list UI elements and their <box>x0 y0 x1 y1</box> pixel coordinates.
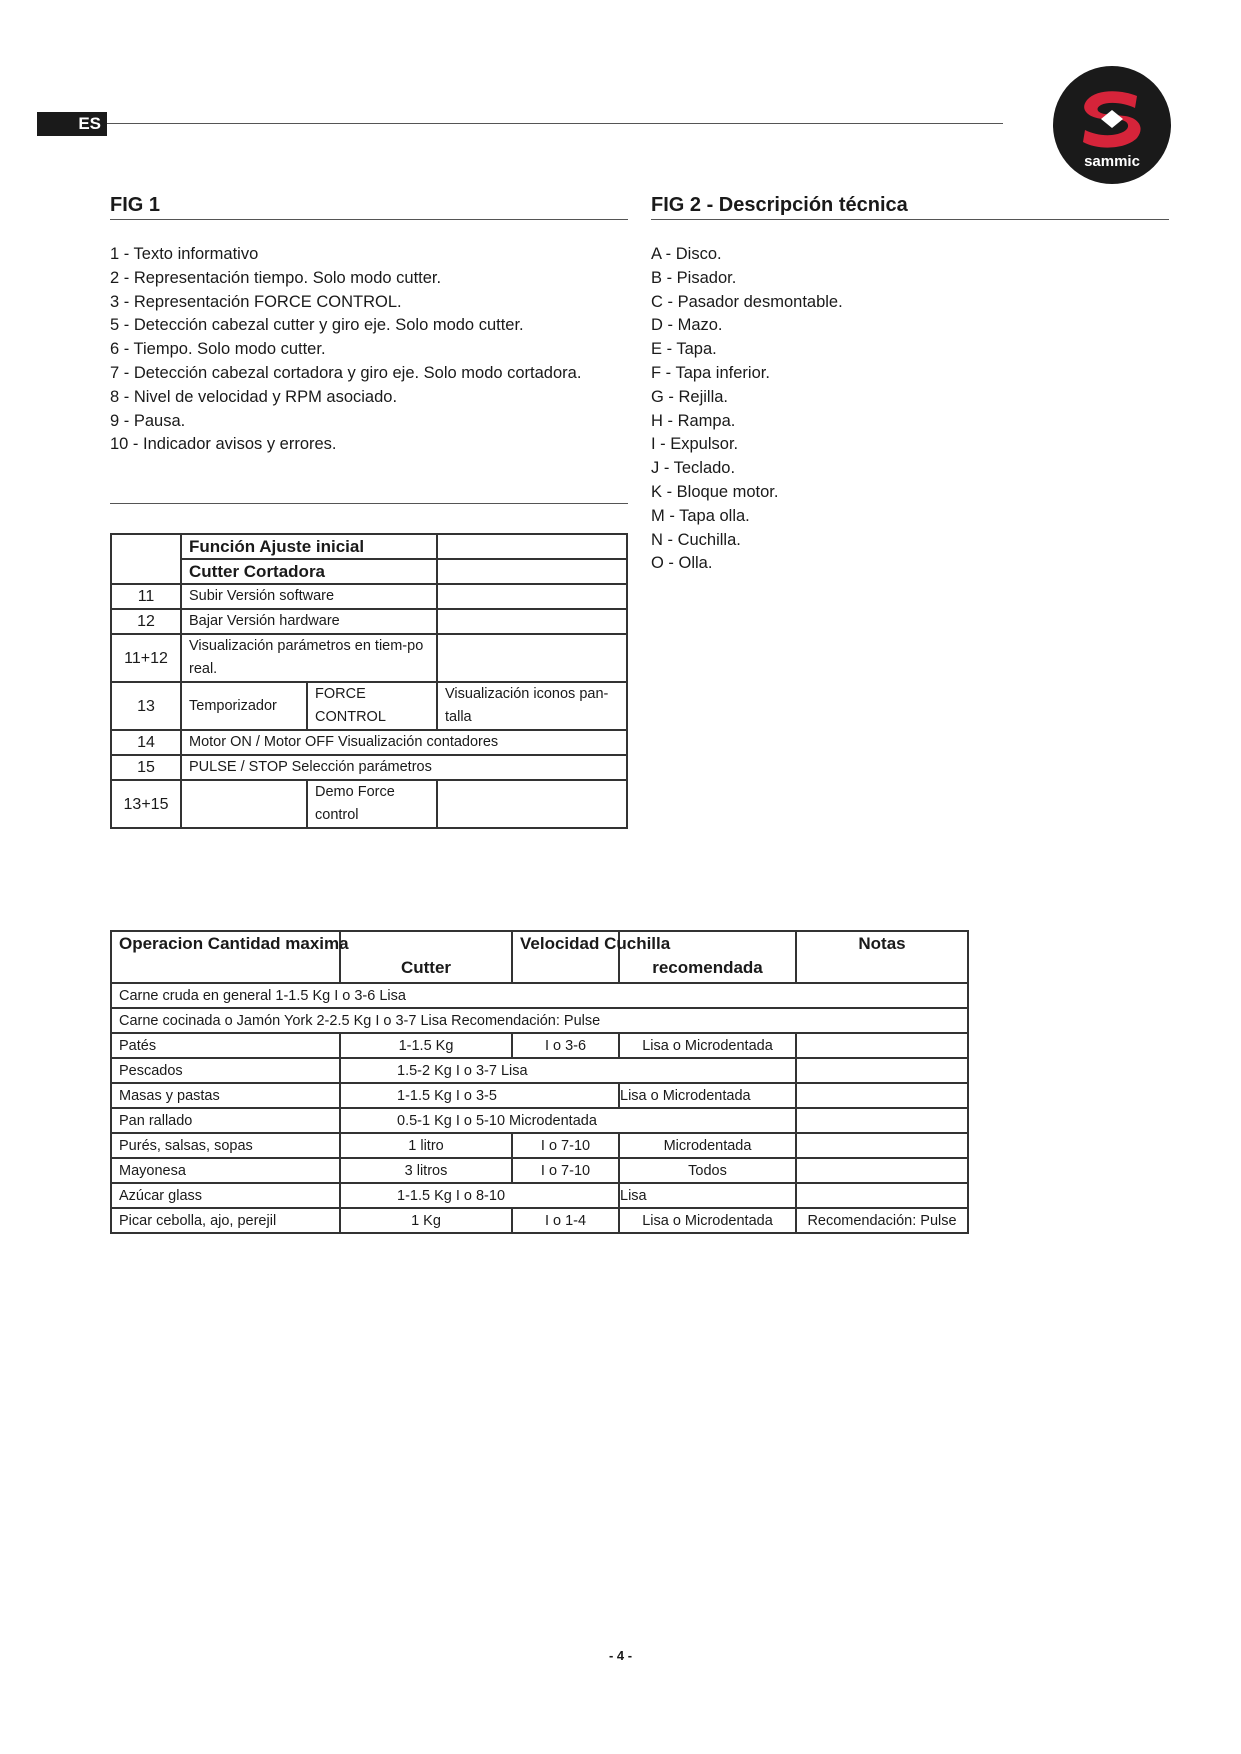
list-item: 1 - Texto informativo <box>110 245 259 263</box>
table-cell: I o 7-10 <box>512 1133 619 1158</box>
list-item: D - Mazo. <box>651 316 723 335</box>
table-cell <box>181 780 307 828</box>
list-item: O - Olla. <box>651 554 713 573</box>
table-cell <box>796 1183 968 1208</box>
table-cell <box>796 1058 968 1083</box>
header-operacion-text: Operacion Cantidad maxima <box>119 934 349 953</box>
fig2-legend-list <box>651 243 843 576</box>
table-cell <box>796 1033 968 1058</box>
sammic-logo <box>1053 66 1171 184</box>
table-row <box>111 534 627 559</box>
table-cell: 1-1.5 Kg I o 8-10 <box>340 1183 619 1208</box>
table-cell: Temporizador <box>181 682 307 730</box>
table-cell <box>437 634 627 682</box>
table-cell: Lisa o Microdentada <box>619 1208 796 1233</box>
table-cell: Mayonesa <box>111 1158 340 1183</box>
table-header: Función Ajuste inicial <box>181 534 437 559</box>
table-cell: Masas y pastas <box>111 1083 340 1108</box>
table-cell <box>796 1158 968 1183</box>
table-cell: Picar cebolla, ajo, perejil <box>111 1208 340 1233</box>
table-row <box>111 1008 968 1033</box>
list-item: 7 - Detección cabezal cortadora y giro eje. Solo modo cortadora. <box>110 363 582 382</box>
key-number: 11 <box>111 584 181 609</box>
list-item: 6 - Tiempo. Solo modo cutter. <box>110 340 326 359</box>
table-cell: 1 Kg <box>340 1208 512 1233</box>
table-cell: Motor ON / Motor OFF Visualización contadores <box>181 730 627 755</box>
table-cell: Recomendación: Pulse <box>796 1208 968 1233</box>
table-row <box>111 1083 968 1108</box>
table-row <box>111 730 627 755</box>
table-row <box>111 609 627 634</box>
table-cell: Lisa o Microdentada <box>619 1033 796 1058</box>
list-item: 9 - Pausa. <box>110 411 186 430</box>
table-cell: Pan rallado <box>111 1108 340 1133</box>
table-cell <box>796 1133 968 1158</box>
fig2-title: FIG 2 - Descripción técnica <box>651 194 1169 220</box>
list-item: N - Cuchilla. <box>651 530 741 549</box>
table-row <box>111 1158 968 1183</box>
table-cell: Carne cruda en general 1-1.5 Kg I o 3-6 Lisa <box>111 983 968 1008</box>
table-row <box>111 1108 968 1133</box>
header-velocidad-text: Velocidad Cuchilla <box>520 934 671 953</box>
header-notas <box>796 931 968 983</box>
list-item: 5 - Detección cabezal cutter y giro eje. Solo modo cutter. <box>110 316 524 335</box>
key-number: 11+12 <box>111 634 181 682</box>
table-cell: 0.5-1 Kg I o 5-10 Microdentada <box>340 1108 796 1133</box>
table-row <box>111 755 627 780</box>
table-cell: 1.5-2 Kg I o 3-7 Lisa <box>340 1058 796 1083</box>
list-item: 8 - Nivel de velocidad y RPM asociado. <box>110 387 398 406</box>
table-cell <box>796 1083 968 1108</box>
table-cell <box>437 609 627 634</box>
list-item: G - Rejilla. <box>651 387 729 406</box>
table-row <box>111 983 968 1008</box>
table-cell: FORCE CONTROL <box>307 682 437 730</box>
table-cell: Visualización iconos pan-talla <box>437 682 627 730</box>
table-row <box>111 1133 968 1158</box>
table-row <box>111 584 627 609</box>
table-cell: Subir Versión software <box>181 584 437 609</box>
table-cell <box>437 780 627 828</box>
key-number: 15 <box>111 755 181 780</box>
header-cutter <box>340 931 512 983</box>
table-cell: Pescados <box>111 1058 340 1083</box>
list-item: A - Disco. <box>651 245 722 263</box>
table-row <box>111 780 627 828</box>
table-header: Cutter Cortadora <box>181 559 437 584</box>
list-item: I - Expulsor. <box>651 435 739 454</box>
table-cell: I o 1-4 <box>512 1208 619 1233</box>
table-row <box>111 1183 968 1208</box>
operations-table <box>110 930 969 1234</box>
table-cell: Bajar Versión hardware <box>181 609 437 634</box>
table-cell: Carne cocinada o Jamón York 2-2.5 Kg I o 3-7 Lisa Recomendación: Pulse <box>111 1008 968 1033</box>
list-item: C - Pasador desmontable. <box>651 292 843 311</box>
key-number: 12 <box>111 609 181 634</box>
table-cell: 1 litro <box>340 1133 512 1158</box>
table-cell: Lisa <box>619 1183 796 1208</box>
table-cell: 3 litros <box>340 1158 512 1183</box>
table-cell: Demo Force control <box>307 780 437 828</box>
key-number: 13 <box>111 682 181 730</box>
table-row <box>111 559 627 584</box>
header-velocidad <box>512 931 671 983</box>
list-item: 2 - Representación tiempo. Solo modo cutter. <box>110 268 442 287</box>
key-number: 14 <box>111 730 181 755</box>
table-row <box>111 1058 968 1083</box>
table-cell: 1-1.5 Kg I o 3-5 <box>340 1083 619 1108</box>
table-row <box>111 1033 968 1058</box>
logo-text: sammic <box>1084 153 1140 170</box>
table-cell: PULSE / STOP Selección parámetros <box>181 755 627 780</box>
list-item: 10 - Indicador avisos y errores. <box>110 435 337 454</box>
table-cell <box>437 559 627 584</box>
section-divider <box>110 503 628 504</box>
table-cell: I o 3-6 <box>512 1033 619 1058</box>
list-item: E - Tapa. <box>651 340 717 359</box>
table-cell <box>111 534 181 584</box>
header-notas-text: Notas <box>858 934 906 953</box>
table-cell: Patés <box>111 1033 340 1058</box>
list-item: H - Rampa. <box>651 411 736 430</box>
table-cell <box>437 534 627 559</box>
header-recomendada-text: recomendada <box>652 958 763 977</box>
list-item: B - Pisador. <box>651 268 737 287</box>
table-cell: I o 7-10 <box>512 1158 619 1183</box>
table-cell: Microdentada <box>619 1133 796 1158</box>
header-operacion <box>111 931 349 983</box>
table-cell <box>796 1108 968 1133</box>
page-number: - 4 - <box>608 1648 633 1663</box>
table-cell: Visualización parámetros en tiem-po real. <box>181 634 437 682</box>
table-cell <box>437 584 627 609</box>
table-row <box>111 1208 968 1233</box>
key-number: 13+15 <box>111 780 181 828</box>
fig1-title: FIG 1 <box>110 194 628 220</box>
header-cutter-text: Cutter <box>400 958 452 977</box>
table-cell: Azúcar glass <box>111 1183 340 1208</box>
table-cell: Purés, salsas, sopas <box>111 1133 340 1158</box>
list-item: 3 - Representación FORCE CONTROL. <box>110 292 402 311</box>
table-cell: Todos <box>619 1158 796 1183</box>
fig1-legend-list <box>110 243 581 457</box>
table-row <box>111 634 627 682</box>
list-item: M - Tapa olla. <box>651 506 750 525</box>
function-table <box>110 533 628 829</box>
list-item: F - Tapa inferior. <box>651 363 770 382</box>
list-item: J - Teclado. <box>651 459 736 478</box>
table-header-row <box>111 931 968 983</box>
table-cell: Lisa o Microdentada <box>619 1083 796 1108</box>
table-row <box>111 682 627 730</box>
list-item: K - Bloque motor. <box>651 482 779 501</box>
table-cell: 1-1.5 Kg <box>340 1033 512 1058</box>
header-rule <box>107 123 1003 124</box>
language-tab: ES <box>37 112 107 136</box>
